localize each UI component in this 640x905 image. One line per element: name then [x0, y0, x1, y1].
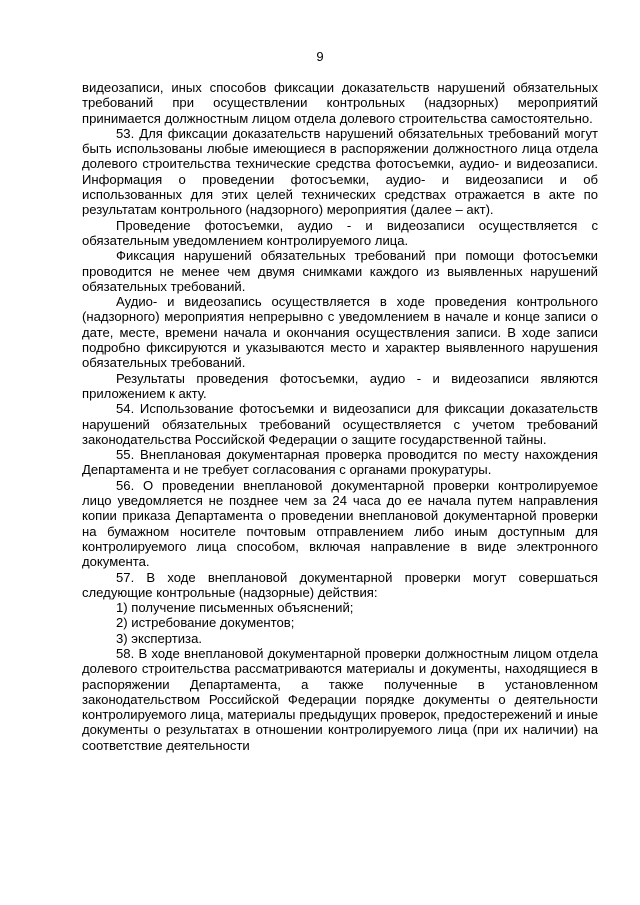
paragraph: 55. Внеплановая документарная проверка проводится по месту нахождения Департамента и не требует согласования с органами прокуратуры. [82, 447, 598, 478]
paragraph: Проведение фотосъемки, аудио - и видеозаписи осуществляется с обязательным уведомлением контролируемого лица. [82, 217, 598, 248]
paragraph: видеозаписи, иных способов фиксации доказательств нарушений обязательных требований при осуществлении контрольных (надзорных) мероприятий принимается должностным лицом отдела долевого строительства самостоятельно. [82, 80, 598, 126]
paragraph: 3) экспертиза. [116, 630, 202, 646]
paragraph: 57. В ходе внеплановой документарной проверки могут совершаться следующие контрольные (надзорные) действия: [82, 569, 598, 600]
paragraph: Фиксация нарушений обязательных требований при помощи фотосъемки проводится не менее чем двумя снимками каждого из выявленных нарушений обязательных требований. [82, 248, 598, 294]
paragraph: Аудио- и видеозапись осуществляется в ходе проведения контрольного (надзорного) мероприятия непрерывно с уведомлением в начале и конце записи о дате, месте, времени начала и окончания осуществления записи. В ходе записи подробно фиксируются и указываются место и характер выявленного нарушения обязательных требований. [82, 294, 598, 371]
paragraph: 56. О проведении внеплановой документарной проверки контролируемое лицо уведомляется не позднее чем за 24 часа до ее начала путем направления копии приказа Департамента о проведении внеплановой документарной проверки на бумажном носителе почтовым отправлением либо иным доступным для контролируемого лица способом, включая направление в виде электронного документа. [82, 477, 598, 570]
paragraph: 1) получение письменных объяснений; [116, 600, 354, 616]
paragraph: 54. Использование фотосъемки и видеозаписи для фиксации доказательств нарушений обязательных требований осуществляется с учетом требований законодательства Российской Федерации о защите государственной тайны. [82, 401, 598, 447]
document-body [82, 80, 598, 753]
page-number: 9 [316, 49, 324, 64]
paragraph: 58. В ходе внеплановой документарной проверки должностным лицом отдела долевого строительства рассматриваются материалы и документы, находящиеся в распоряжении Департамента, а также полученные в установленном законодательством Российской Федерации порядке документы о деятельности контролируемого лица, материалы предыдущих проверок, предостережений и иные документы о результатах в отношении контролируемого лица (при их наличии) на соответствие деятельности [82, 645, 598, 753]
paragraph: 53. Для фиксации доказательств нарушений обязательных требований могут быть использованы любые имеющиеся в распоряжении должностного лица отдела долевого строительства технические средства фотосъемки, аудио- и видеозаписи. Информация о проведении фотосъемки, аудио- и видеозаписи и об использованных для этих целей технических средствах отражается в акте по результатам контрольного (надзорного) мероприятия (далее – акт). [82, 125, 598, 218]
paragraph: Результаты проведения фотосъемки, аудио - и видеозаписи являются приложением к акту. [82, 370, 598, 401]
paragraph: 2) истребование документов; [116, 615, 295, 631]
